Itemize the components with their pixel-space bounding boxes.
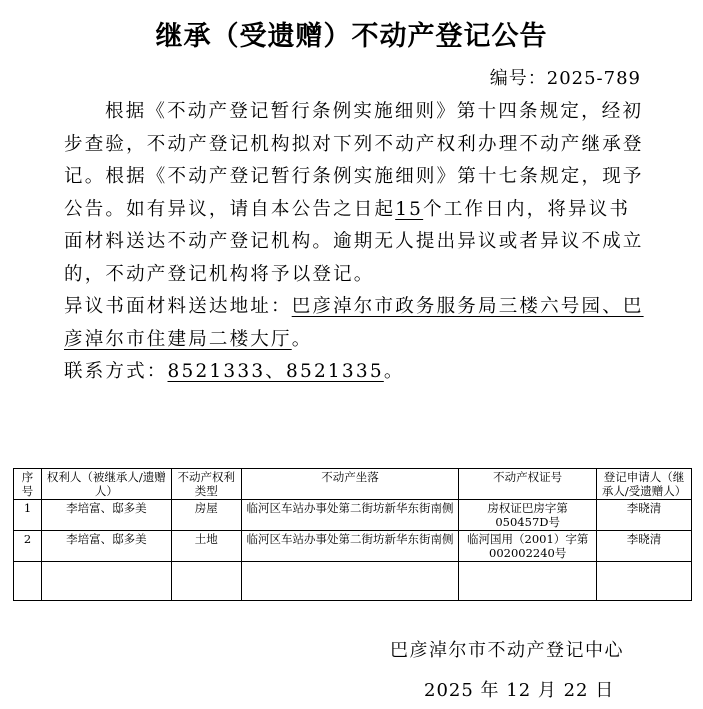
table-row-empty <box>14 562 692 601</box>
notice-text-part2: 个工作日内，将异议书面材料送达不动产登记机构。逾期无人提出异议或者异议不成立的，不动产登记机构将予以登记。 <box>64 198 644 285</box>
table-row <box>14 500 692 531</box>
notice-text-part1: 根据《不动产登记暂行条例实施细则》第十四条规定，经初步查验，不动产登记机构拟对下列不动产权利办理不动产继承登记。根据《不动产登记暂行条例实施细则》第十七条规定，现予公告。如有异议，请自本公告之日起 <box>64 101 644 220</box>
address-value: 巴彦淖尔市政务服务局三楼六号园、巴彦淖尔市住建局二楼大厅 <box>64 296 644 350</box>
cell-holder: 李培富、邸多美 <box>41 531 171 562</box>
table-header-row <box>14 469 692 500</box>
contact-value: 8521333、8521335 <box>167 361 384 382</box>
header-type: 不动产权利类型 <box>171 469 241 500</box>
header-location: 不动产坐落 <box>241 469 459 500</box>
cell-location: 临河区车站办事处第二街坊新华东街南侧 <box>241 500 459 531</box>
table-row <box>14 531 692 562</box>
page-title: 继承（受遗赠）不动产登记公告 <box>155 21 548 52</box>
header-applicant: 登记申请人（继承人/受遗赠人） <box>597 469 692 500</box>
notice-paragraph <box>64 96 644 291</box>
issuing-organization: 巴彦淖尔市不动产登记中心 <box>390 640 624 661</box>
cell-holder: 李培富、邸多美 <box>41 500 171 531</box>
cell-applicant: 李晓清 <box>597 500 692 531</box>
property-table <box>13 468 692 601</box>
cell-type: 土地 <box>171 531 241 562</box>
header-seq: 序号 <box>14 469 42 500</box>
document-number: 编号：2025-789 <box>489 68 641 89</box>
cell-cert: 临河国用（2001）字第002002240号 <box>459 531 597 562</box>
issue-date: 2025 年 12 月 22 日 <box>424 680 615 701</box>
contact-line <box>64 356 644 389</box>
address-label: 异议书面材料送达地址： <box>64 296 292 317</box>
address-line <box>64 291 644 356</box>
cell-type: 房屋 <box>171 500 241 531</box>
contact-label: 联系方式： <box>64 361 168 382</box>
cell-seq: 2 <box>14 531 42 562</box>
contact-end: 。 <box>383 361 405 382</box>
header-holder: 权利人（被继承人/遗赠人） <box>41 469 171 500</box>
objection-days: 15 <box>395 198 424 220</box>
cell-applicant: 李晓清 <box>597 531 692 562</box>
cell-cert: 房权证巴房字第050457D号 <box>459 500 597 531</box>
cell-seq: 1 <box>14 500 42 531</box>
address-end: 。 <box>291 328 313 350</box>
header-cert: 不动产权证号 <box>459 469 597 500</box>
notice-body <box>64 96 644 389</box>
cell-location: 临河区车站办事处第二街坊新华东街南侧 <box>241 531 459 562</box>
